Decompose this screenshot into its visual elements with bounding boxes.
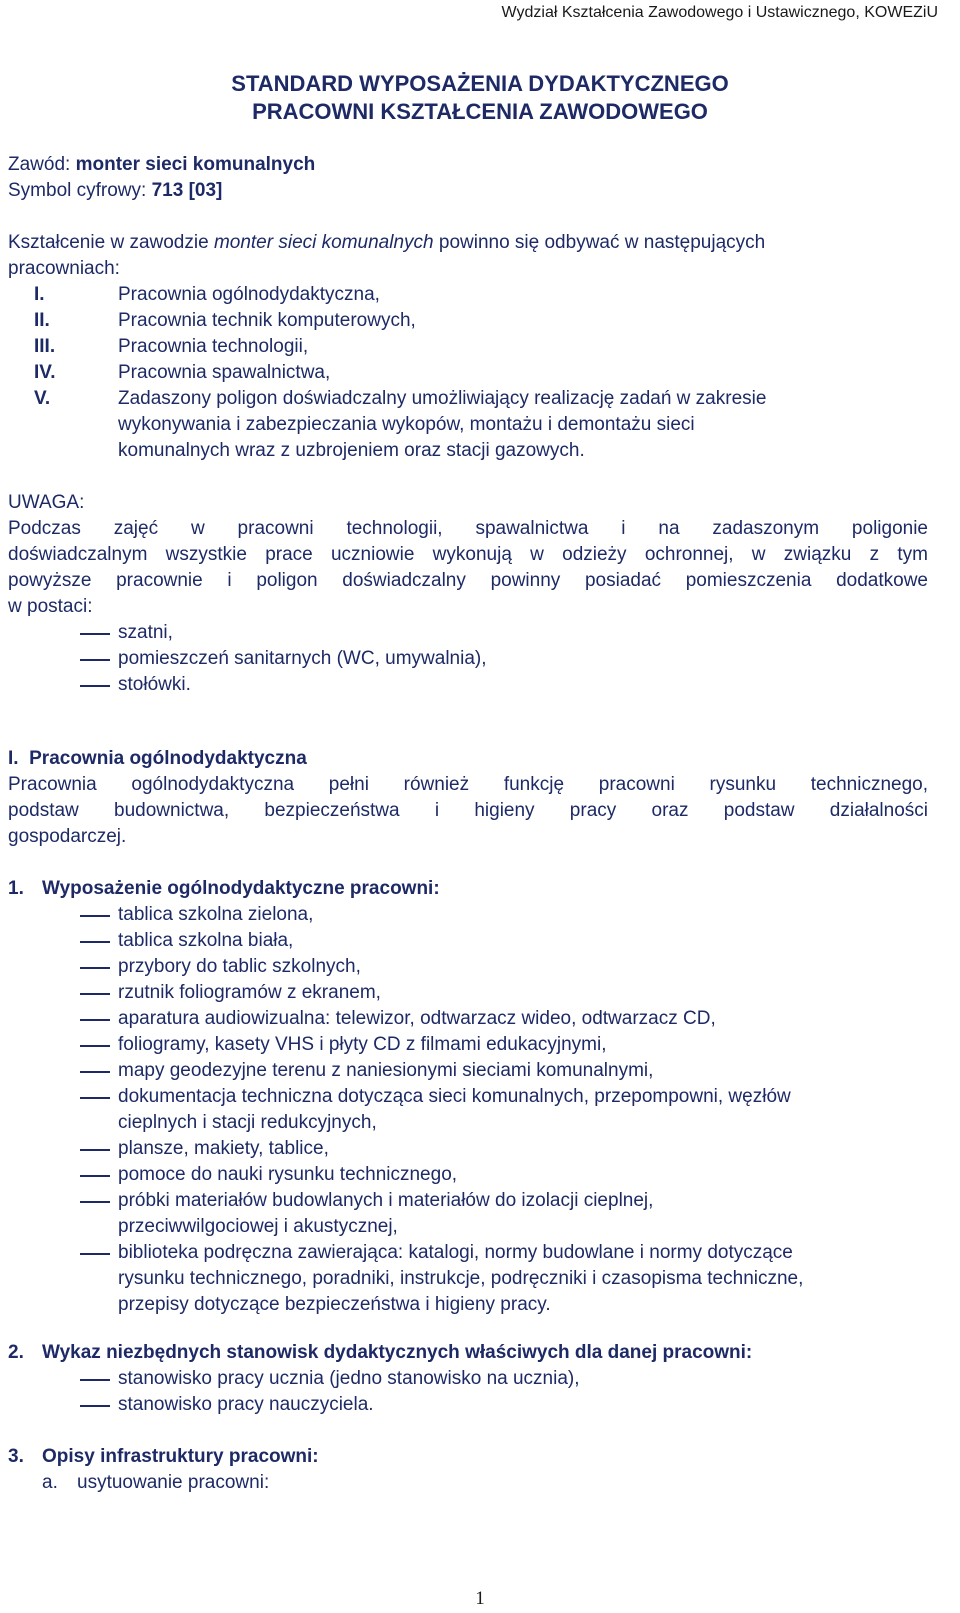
title-line-1: STANDARD WYPOSAŻENIA DYDAKTYCZNEGO xyxy=(231,71,729,96)
section-line: Pracownia ogólnodydaktyczna pełni również funkcję pracowni rysunku technicznego, xyxy=(8,774,928,795)
uwaga-list-item-line: szatni, xyxy=(118,622,173,643)
symbol-label: Symbol cyfrowy: xyxy=(8,180,152,201)
equipment-item-line: przeciwwilgociowej i akustycznej, xyxy=(118,1216,398,1237)
equipment-item-text xyxy=(118,1162,938,1188)
workstation-item-text xyxy=(118,1392,938,1418)
uwaga-line: doświadczalnym wszystkie prace uczniowie wykonują w odzieży ochronnej, w związku z tym xyxy=(8,544,928,565)
uwaga-list-item-text xyxy=(118,646,938,672)
equipment-item-line: pomoce do nauki rysunku technicznego, xyxy=(118,1164,458,1185)
equipment-item-line: dokumentacja techniczna dotycząca sieci komunalnych, przepompowni, węzłów xyxy=(118,1086,791,1107)
equipment-item-line: mapy geodezyjne terenu z naniesionymi sieciami komunalnymi, xyxy=(118,1060,654,1081)
equipment-item-text xyxy=(118,1084,938,1136)
uwaga-list-item-text xyxy=(118,620,938,646)
room-number: III. xyxy=(34,336,56,357)
room-number: I. xyxy=(34,284,45,305)
equipment-item-line: aparatura audiowizualna: telewizor, odtwarzacz wideo, odtwarzacz CD, xyxy=(118,1008,716,1029)
profession-value: monter sieci komunalnych xyxy=(75,154,316,175)
dash-bullet-icon xyxy=(80,993,110,995)
uwaga-list-item-line: pomieszczeń sanitarnych (WC, umywalnia), xyxy=(118,648,487,669)
equipment-item-text xyxy=(118,980,938,1006)
section-heading: I. Pracownia ogólnodydaktyczna xyxy=(8,748,307,769)
title-line-2: PRACOWNI KSZTAŁCENIA ZAWODOWEGO xyxy=(252,99,708,124)
dash-bullet-icon xyxy=(80,1405,110,1407)
workstation-item-line: stanowisko pracy nauczyciela. xyxy=(118,1394,374,1415)
uwaga-heading: UWAGA: xyxy=(8,492,85,513)
equipment-item-text xyxy=(118,954,938,980)
profession-line xyxy=(8,152,315,178)
equipment-item-text xyxy=(118,1188,938,1240)
profession-label: Zawód: xyxy=(8,154,76,175)
room-name-line: wykonywania i zabezpieczania wykopów, montażu i demontażu sieci xyxy=(118,414,695,435)
room-name: Pracownia ogólnodydaktyczna, xyxy=(118,284,380,305)
room-number: IV. xyxy=(34,362,56,383)
dash-bullet-icon xyxy=(80,633,110,635)
equipment-item-text xyxy=(118,1136,938,1162)
dash-bullet-icon xyxy=(80,1253,110,1255)
uwaga-line: Podczas zajęć w pracowni technologii, spawalnictwa i na zadaszonym poligonie xyxy=(8,518,928,539)
item-letter: a. xyxy=(42,1472,58,1493)
intro-paragraph xyxy=(8,230,938,282)
dash-bullet-icon xyxy=(80,1149,110,1151)
uwaga-line: powyższe pracownie i poligon doświadczalny powinny posiadać pomieszczenia dodatkowe xyxy=(8,570,928,591)
page-number: 1 xyxy=(475,1588,485,1609)
section-line: gospodarczej. xyxy=(8,826,127,847)
equipment-item-line: tablica szkolna biała, xyxy=(118,930,294,951)
equipment-item-line: rysunku technicznego, poradniki, instrukcje, podręczniki i czasopisma techniczne, xyxy=(118,1268,804,1289)
room-number: V. xyxy=(34,388,51,409)
symbol-line xyxy=(8,178,222,204)
equipment-item-line: foliogramy, kasety VHS i płyty CD z filmami edukacyjnymi, xyxy=(118,1034,607,1055)
equipment-item-line: biblioteka podręczna zawierająca: katalogi, normy budowlane i normy dotyczące xyxy=(118,1242,793,1263)
room-name xyxy=(118,386,928,464)
uwaga-list-item-text xyxy=(118,672,938,698)
intro-line-1: Kształcenie w zawodzie monter sieci komunalnych powinno się odbywać w następujących xyxy=(8,232,766,253)
running-header: Wydział Kształcenia Zawodowego i Ustawicznego, KOWEZiU xyxy=(501,4,938,21)
equipment-item-text xyxy=(118,1006,938,1032)
dash-bullet-icon xyxy=(80,915,110,917)
dash-bullet-icon xyxy=(80,1201,110,1203)
room-name: Pracownia spawalnictwa, xyxy=(118,362,331,383)
dash-bullet-icon xyxy=(80,1379,110,1381)
equipment-item-line: przybory do tablic szkolnych, xyxy=(118,956,361,977)
equipment-item-text xyxy=(118,1032,938,1058)
dash-bullet-icon xyxy=(80,1097,110,1099)
dash-bullet-icon xyxy=(80,1045,110,1047)
symbol-value: 713 [03] xyxy=(151,180,223,201)
workstation-item-line: stanowisko pracy ucznia (jedno stanowisko na ucznia), xyxy=(118,1368,580,1389)
equipment-item-text xyxy=(118,928,938,954)
dash-bullet-icon xyxy=(80,1175,110,1177)
room-name-line: komunalnych wraz z uzbrojeniem oraz stacji gazowych. xyxy=(118,440,585,461)
dash-bullet-icon xyxy=(80,967,110,969)
section-line: podstaw budownictwa, bezpieczeństwa i higieny pracy oraz podstaw działalności xyxy=(8,800,928,821)
uwaga-line: w postaci: xyxy=(8,596,93,617)
intro-line-2: pracowniach: xyxy=(8,258,120,279)
equipment-item-line: rzutnik foliogramów z ekranem, xyxy=(118,982,381,1003)
equipment-item-text xyxy=(118,1240,938,1318)
equipment-item-line: plansze, makiety, tablice, xyxy=(118,1138,329,1159)
room-number: II. xyxy=(34,310,50,331)
room-name: Pracownia technik komputerowych, xyxy=(118,310,416,331)
dash-bullet-icon xyxy=(80,1071,110,1073)
document-title xyxy=(0,70,960,126)
equipment-item-text xyxy=(118,1058,938,1084)
equipment-item-line: przepisy dotyczące bezpieczeństwa i higieny pracy. xyxy=(118,1294,551,1315)
dash-bullet-icon xyxy=(80,941,110,943)
item-text: usytuowanie pracowni: xyxy=(77,1472,270,1493)
workstation-item-text xyxy=(118,1366,938,1392)
dash-bullet-icon xyxy=(80,659,110,661)
room-name: Pracownia technologii, xyxy=(118,336,309,357)
intro-profession: monter sieci komunalnych xyxy=(213,232,434,253)
equipment-item-text xyxy=(118,902,938,928)
equipment-item-line: próbki materiałów budowlanych i materiałów do izolacji cieplnej, xyxy=(118,1190,654,1211)
equipment-item-line: cieplnych i stacji redukcyjnych, xyxy=(118,1112,377,1133)
dash-bullet-icon xyxy=(80,685,110,687)
dash-bullet-icon xyxy=(80,1019,110,1021)
equipment-item-line: tablica szkolna zielona, xyxy=(118,904,314,925)
uwaga-list-item-line: stołówki. xyxy=(118,674,191,695)
room-name-line: Zadaszony poligon doświadczalny umożliwiający realizację zadań w zakresie xyxy=(118,388,767,409)
